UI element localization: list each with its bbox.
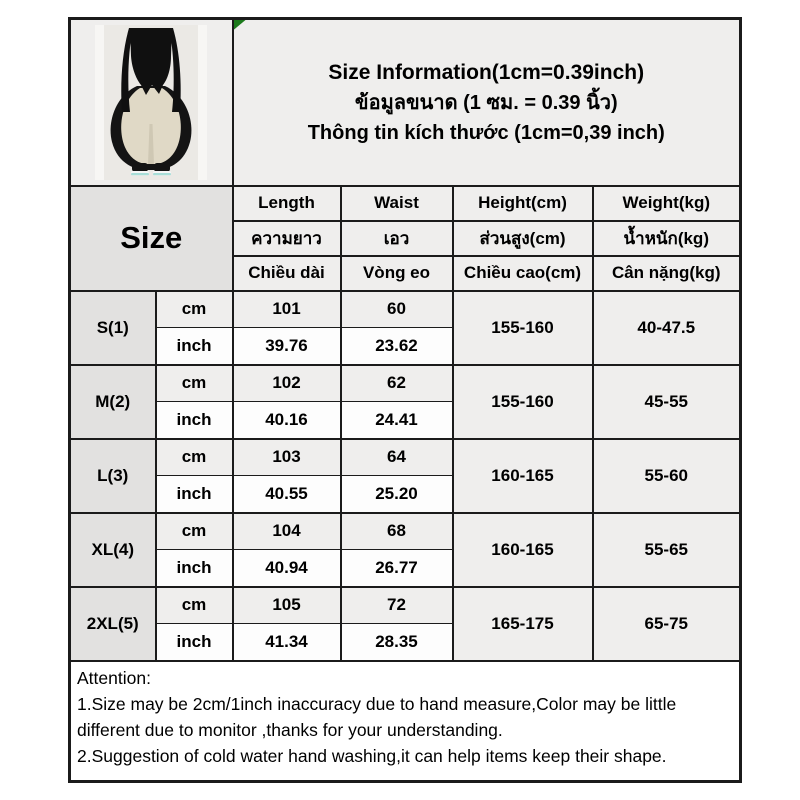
length-inch-value: 40.16 [233, 402, 341, 439]
waist-cm-value: 60 [341, 291, 453, 328]
length-inch-value: 39.76 [233, 328, 341, 365]
length-cm-value: 102 [233, 365, 341, 402]
col-header-weight-en: Weight(kg) [593, 186, 741, 221]
waist-inch-value: 24.41 [341, 402, 453, 439]
unit-cm-cell: cm [156, 365, 233, 402]
size-name-cell: L(3) [70, 439, 156, 513]
attention-cell [70, 661, 741, 782]
title-vietnamese: Thông tin kích thước (1cm=0,39 inch) [307, 122, 665, 144]
waist-inch-value: 23.62 [341, 328, 453, 365]
waist-cm-value: 72 [341, 587, 453, 624]
length-cm-value: 103 [233, 439, 341, 476]
weight-range-value: 40-47.5 [593, 291, 741, 365]
unit-inch-cell: inch [156, 550, 233, 587]
attention-row [70, 661, 741, 782]
col-header-waist-en: Waist [341, 186, 453, 221]
height-range-value: 155-160 [453, 291, 593, 365]
unit-inch-cell: inch [156, 476, 233, 513]
attention-note-2: 2.Suggestion of cold water hand washing,it can help items keep their shape. [77, 746, 667, 767]
model-illustration [96, 28, 206, 180]
green-corner-marker-icon [234, 20, 246, 30]
col-header-weight-vi: Cân nặng(kg) [593, 256, 741, 291]
size-row-2xl-cm [70, 587, 741, 624]
unit-cm-cell: cm [156, 513, 233, 550]
unit-cm-cell: cm [156, 291, 233, 328]
attention-heading: Attention: [77, 667, 151, 688]
size-row-s-cm [70, 291, 741, 328]
attention-note-1: 1.Size may be 2cm/1inch inaccuracy due to hand measure,Color may be little different due to monitor ,thanks for your understanding. [77, 693, 677, 740]
size-row-l-cm [70, 439, 741, 476]
unit-inch-cell: inch [156, 328, 233, 365]
weight-range-value: 45-55 [593, 365, 741, 439]
size-name-cell: XL(4) [70, 513, 156, 587]
col-header-length-vi: Chiều dài [233, 256, 341, 291]
title-english: Size Information(1cm=0.39inch) [328, 60, 645, 84]
unit-inch-cell: inch [156, 402, 233, 439]
height-range-value: 160-165 [453, 439, 593, 513]
col-header-height-th: ส่วนสูง(cm) [453, 221, 593, 256]
size-chart-table [68, 17, 742, 783]
size-row-m-cm [70, 365, 741, 402]
size-name-cell: S(1) [70, 291, 156, 365]
unit-cm-cell: cm [156, 439, 233, 476]
col-header-height-en: Height(cm) [453, 186, 593, 221]
unit-inch-cell: inch [156, 624, 233, 661]
weight-range-value: 55-65 [593, 513, 741, 587]
unit-cm-cell: cm [156, 587, 233, 624]
height-range-value: 165-175 [453, 587, 593, 661]
size-name-cell: M(2) [70, 365, 156, 439]
length-cm-value: 101 [233, 291, 341, 328]
waist-cm-value: 68 [341, 513, 453, 550]
waist-cm-value: 62 [341, 365, 453, 402]
length-inch-value: 40.55 [233, 476, 341, 513]
size-name-cell: 2XL(5) [70, 587, 156, 661]
title-thai: ข้อมูลขนาด (1 ซม. = 0.39 นิ้ว) [354, 92, 618, 114]
waist-inch-value: 26.77 [341, 550, 453, 587]
size-row-xl-cm [70, 513, 741, 550]
col-header-height-vi: Chiều cao(cm) [453, 256, 593, 291]
size-header-cell: Size [70, 186, 233, 291]
height-range-value: 160-165 [453, 513, 593, 587]
weight-range-value: 55-60 [593, 439, 741, 513]
length-inch-value: 41.34 [233, 624, 341, 661]
height-range-value: 155-160 [453, 365, 593, 439]
product-photo [95, 25, 207, 180]
col-header-waist-th: เอว [341, 221, 453, 256]
product-photo-cell [70, 19, 233, 186]
length-cm-value: 105 [233, 587, 341, 624]
col-header-length-en: Length [233, 186, 341, 221]
header-row-english [70, 186, 741, 221]
waist-cm-value: 64 [341, 439, 453, 476]
waist-inch-value: 25.20 [341, 476, 453, 513]
waist-inch-value: 28.35 [341, 624, 453, 661]
col-header-length-th: ความยาว [233, 221, 341, 256]
size-chart-sheet [68, 17, 739, 783]
length-cm-value: 104 [233, 513, 341, 550]
length-inch-value: 40.94 [233, 550, 341, 587]
col-header-waist-vi: Vòng eo [341, 256, 453, 291]
weight-range-value: 65-75 [593, 587, 741, 661]
top-row [70, 19, 741, 186]
col-header-weight-th: น้ำหนัก(kg) [593, 221, 741, 256]
title-cell [233, 19, 741, 186]
